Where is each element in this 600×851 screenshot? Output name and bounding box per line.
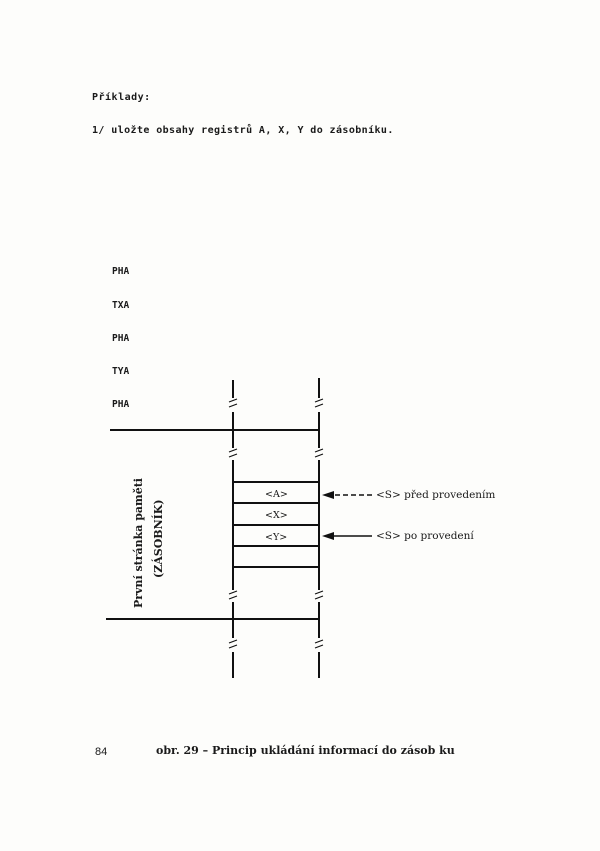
stack-cell-a: <A> (265, 489, 288, 500)
page-heading: Příklady: (92, 92, 151, 103)
side-label-stack: (ZÁSOBNÍK) (152, 499, 165, 578)
task-text: 1/ uložte obsahy registrů A, X, Y do zásobníku. (92, 125, 394, 136)
instruction-2: TXA (112, 300, 130, 311)
instruction-4: TYA (112, 366, 130, 377)
page-number: 84 (95, 746, 108, 758)
stack-cell-y: <Y> (265, 532, 288, 543)
instruction-5: PHA (112, 399, 130, 410)
pointer-after-label: <S> po provedení (376, 530, 474, 542)
instruction-3: PHA (112, 333, 130, 344)
figure-caption: obr. 29 – Princip ukládání informací do zásob ku (156, 744, 455, 757)
instruction-1: PHA (112, 266, 130, 277)
pointer-before-label: <S> před provedením (376, 489, 496, 501)
stack-cell-x: <X> (265, 510, 288, 521)
side-label-first-page: První stránka paměti (132, 478, 145, 608)
